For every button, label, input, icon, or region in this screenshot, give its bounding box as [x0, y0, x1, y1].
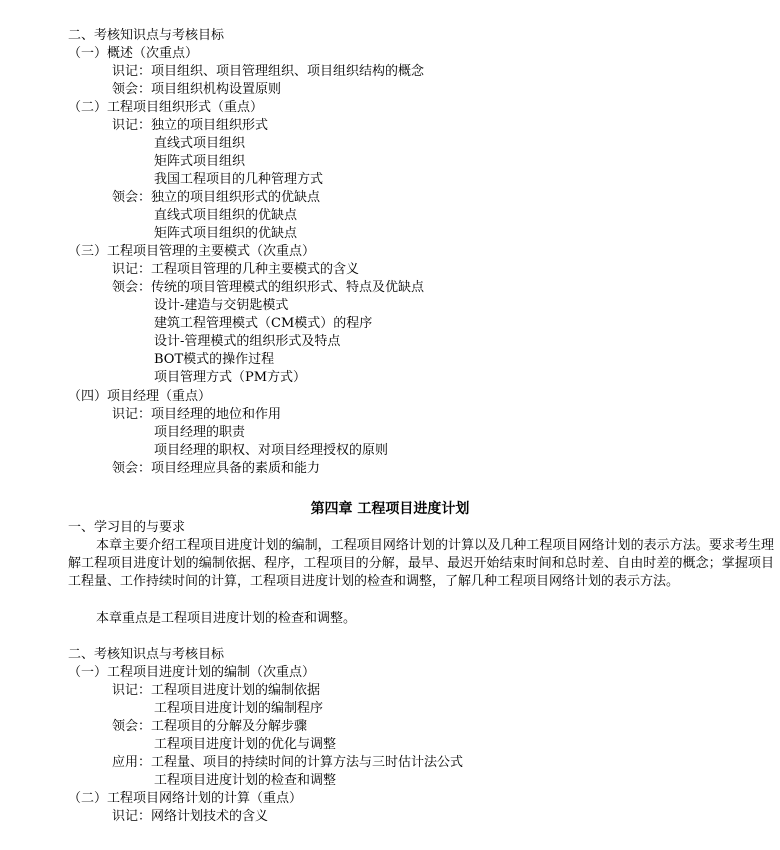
- list-item: 我国工程项目的几种管理方式: [154, 172, 324, 187]
- list-item: 识记：工程项目进度计划的编制依据: [112, 683, 321, 698]
- list-item: 工程项目进度计划的优化与调整: [154, 737, 337, 752]
- list-item: 设计-建造与交钥匙模式: [154, 298, 289, 313]
- subsection-title: （一）概述（次重点）: [68, 46, 199, 61]
- list-item: BOT模式的操作过程: [154, 352, 275, 367]
- list-item: 工程项目进度计划的检查和调整: [154, 773, 337, 788]
- body-paragraph: 本章重点是工程项目进度计划的检查和调整。: [96, 611, 357, 626]
- list-item: 矩阵式项目组织: [154, 154, 246, 169]
- list-item: 领会：传统的项目管理模式的组织形式、特点及优缺点: [112, 280, 425, 295]
- list-item: 领会：独立的项目组织形式的优缺点: [112, 190, 321, 205]
- section-heading: 二、考核知识点与考核目标: [68, 28, 225, 43]
- list-item: 建筑工程管理模式（CM模式）的程序: [154, 316, 373, 331]
- list-item: 设计-管理模式的组织形式及特点: [154, 334, 341, 349]
- list-item: 矩阵式项目组织的优缺点: [154, 226, 298, 241]
- list-item: 领会：工程项目的分解及分解步骤: [112, 719, 308, 734]
- list-item: 领会：项目组织机构设置原则: [112, 82, 282, 97]
- list-item: 直线式项目组织的优缺点: [154, 208, 298, 223]
- list-item: 识记：项目组织、项目管理组织、项目组织结构的概念: [112, 64, 425, 79]
- list-item: 项目经理的职权、对项目经理授权的原则: [154, 443, 389, 458]
- list-item: 工程项目进度计划的编制程序: [154, 701, 324, 716]
- list-item: 应用：工程量、项目的持续时间的计算方法与三时估计法公式: [112, 755, 464, 770]
- subsection-title: （四）项目经理（重点）: [68, 389, 212, 404]
- list-item: 识记：项目经理的地位和作用: [112, 407, 282, 422]
- list-item: 识记：网络计划技术的含义: [112, 809, 269, 824]
- subsection-title: （一）工程项目进度计划的编制（次重点）: [68, 665, 316, 680]
- subsection-title: （二）工程项目网络计划的计算（重点）: [68, 791, 303, 806]
- section-heading: 二、考核知识点与考核目标: [68, 647, 225, 662]
- section-heading: 一、学习目的与要求: [68, 520, 186, 535]
- list-item: 领会：项目经理应具备的素质和能力: [112, 461, 321, 476]
- body-paragraph: 本章主要介绍工程项目进度计划的编制，工程项目网络计划的计算以及几种工程项目网络计划的表示方法。要求考生理解工程项目进度计划的编制依据、程序，工程项目的分解，最早、最迟开始结束时间和总时差、自由时差的概念；掌握项目工程量、工作持续时间的计算，工程项目进度计划的检查和调整，了解几种工程项目网络计划的表示方法。: [68, 538, 774, 589]
- list-item: 识记：工程项目管理的几种主要模式的含义: [112, 262, 360, 277]
- list-item: 直线式项目组织: [154, 136, 246, 151]
- list-item: 识记：独立的项目组织形式: [112, 118, 269, 133]
- subsection-title: （三）工程项目管理的主要模式（次重点）: [68, 244, 316, 259]
- chapter-title: 第四章 工程项目进度计划: [310, 501, 470, 517]
- list-item: 项目管理方式（PM方式）: [154, 370, 307, 385]
- subsection-title: （二）工程项目组织形式（重点）: [68, 100, 264, 115]
- list-item: 项目经理的职责: [154, 425, 246, 440]
